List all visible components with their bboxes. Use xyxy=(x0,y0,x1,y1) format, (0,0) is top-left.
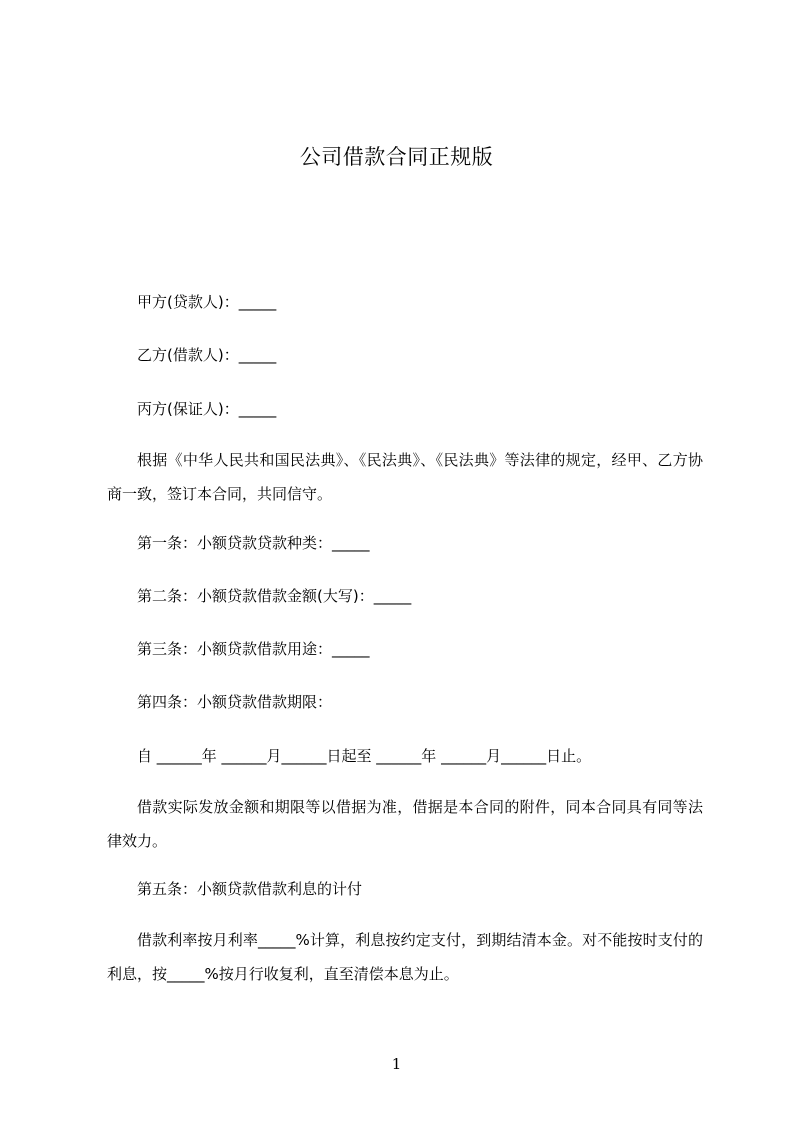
clause-2: 第二条：小额贷款借款金额(大写)：_____ xyxy=(137,587,412,605)
page-number: 1 xyxy=(391,1055,402,1073)
party-b-line: 乙方(借款人)：_____ xyxy=(137,346,277,364)
clause-4-note: 借款实际发放金额和期限等以借据为准，借据是本合同的附件，同本合同具有同等法律效力。 xyxy=(107,798,703,850)
preamble-paragraph: 根据《中华人民共和国民法典》、《民法典》、《民法典》等法律的规定，经甲、乙方协商一致，签订本合同，共同信守。 xyxy=(107,451,703,503)
clause-3: 第三条：小额贷款借款用途：_____ xyxy=(137,640,370,658)
party-a-line: 甲方(贷款人)：_____ xyxy=(137,293,277,311)
clause-1: 第一条：小额贷款贷款种类：_____ xyxy=(137,534,370,552)
clause-4: 第四条：小额贷款借款期限： xyxy=(137,693,333,711)
clause-5: 第五条：小额贷款借款利息的计付 xyxy=(137,880,363,898)
party-c-line: 丙方(保证人)：_____ xyxy=(137,400,277,418)
clause-5-text: 借款利率按月利率_____%计算，利息按约定支付，到期结清本金。对不能按时支付的利息，按_____%按月行收复利，直至清偿本息为止。 xyxy=(107,931,703,983)
clause-4-period: 自 ______年 ______月______日起至 ______年 ______月______日止。 xyxy=(137,747,592,765)
document-title: 公司借款合同正规版 xyxy=(299,145,494,169)
